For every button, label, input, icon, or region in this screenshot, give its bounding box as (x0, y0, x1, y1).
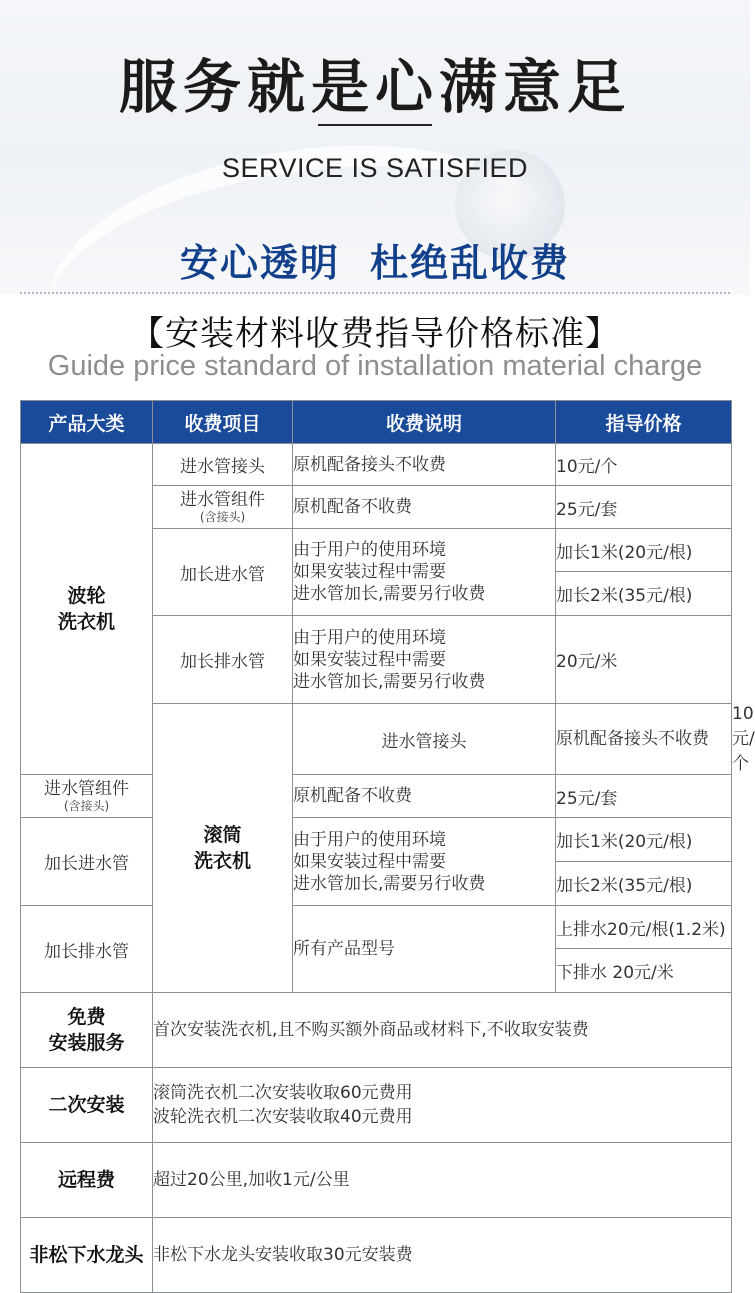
free-install-text: 首次安装洗衣机,且不购买额外商品或材料下,不收取安装费 (153, 993, 732, 1068)
dotted-divider (20, 292, 730, 294)
desc-cell: 所有产品型号 (293, 906, 556, 993)
table-row (21, 1143, 732, 1218)
desc-cell: 原机配备接头不收费 (293, 444, 556, 486)
table-row (21, 993, 732, 1068)
column-header: 指导价格 (556, 401, 732, 444)
item-cell: 进水管接头 (153, 444, 293, 486)
price-cell: 25元/套 (556, 486, 732, 529)
slogan-left: 安心透明 (179, 241, 340, 285)
desc-cell: 由于用户的使用环境 如果安装过程中需要 进水管加长,需要另行收费 (293, 616, 556, 704)
category-drum: 滚筒 洗衣机 (153, 704, 293, 993)
item-cell: 加长进水管 (21, 818, 153, 906)
category-non-panasonic-faucet: 非松下水龙头 (21, 1218, 153, 1293)
price-cell: 上排水20元/根(1.2米) (556, 906, 732, 949)
desc-cell: 由于用户的使用环境 如果安装过程中需要 进水管加长,需要另行收费 (293, 818, 556, 906)
column-header: 收费说明 (293, 401, 556, 444)
price-cell: 下排水 20元/米 (556, 949, 732, 993)
category-distance-fee: 远程费 (21, 1143, 153, 1218)
table-row (21, 818, 732, 862)
slogan (0, 232, 750, 287)
item-cell: 加长排水管 (21, 906, 153, 993)
reinstall-text: 滚筒洗衣机二次安装收取60元费用 波轮洗衣机二次安装收取40元费用 (153, 1068, 732, 1143)
item-cell: 加长排水管 (153, 616, 293, 704)
category-reinstall: 二次安装 (21, 1068, 153, 1143)
price-cell: 加长2米(35元/根) (556, 862, 732, 906)
title-divider (318, 124, 432, 126)
table-row (21, 1068, 732, 1143)
category-free-install: 免费 安装服务 (21, 993, 153, 1068)
category-pulsator: 波轮 洗衣机 (21, 444, 153, 775)
item-cell: 加长进水管 (153, 529, 293, 616)
price-cell: 加长2米(35元/根) (556, 572, 732, 616)
column-header: 收费项目 (153, 401, 293, 444)
column-header: 产品大类 (21, 401, 153, 444)
price-cell: 10元/个 (556, 444, 732, 486)
price-cell: 25元/套 (556, 775, 732, 818)
table-row: 滚筒 洗衣机 进水管接头 原机配备接头不收费 10元/个 (21, 704, 732, 775)
table-row (21, 1218, 732, 1293)
item-cell: 进水管组件 (含接头) (153, 486, 293, 529)
desc-cell: 原机配备不收费 (293, 775, 556, 818)
price-cell: 加长1米(20元/根) (556, 529, 732, 572)
price-table (20, 400, 755, 1293)
table-row (21, 775, 732, 818)
section-title: 【安装材料收费指导价格标准】 (130, 314, 620, 354)
non-panasonic-faucet-text: 非松下水龙头安装收取30元安装费 (153, 1218, 732, 1293)
section-title-english: Guide price standard of installation material charge (47, 350, 703, 382)
price-cell: 20元/米 (556, 616, 732, 704)
table-row (21, 906, 732, 949)
page-title: 服务就是心满意足 (118, 53, 631, 121)
desc-cell: 由于用户的使用环境 如果安装过程中需要 进水管加长,需要另行收费 (293, 529, 556, 616)
item-cell: 进水管接头 (293, 704, 556, 775)
table-row (21, 444, 732, 486)
table-header-row (21, 401, 732, 444)
item-cell: 进水管组件 (含接头) (21, 775, 153, 818)
desc-cell: 原机配备不收费 (293, 486, 556, 529)
desc-cell: 原机配备接头不收费 (556, 704, 732, 775)
page-title-english: SERVICE IS SATISFIED (221, 153, 529, 183)
distance-fee-text: 超过20公里,加收1元/公里 (153, 1143, 732, 1218)
price-cell: 加长1米(20元/根) (556, 818, 732, 862)
slogan-right: 杜绝乱收费 (370, 241, 571, 285)
